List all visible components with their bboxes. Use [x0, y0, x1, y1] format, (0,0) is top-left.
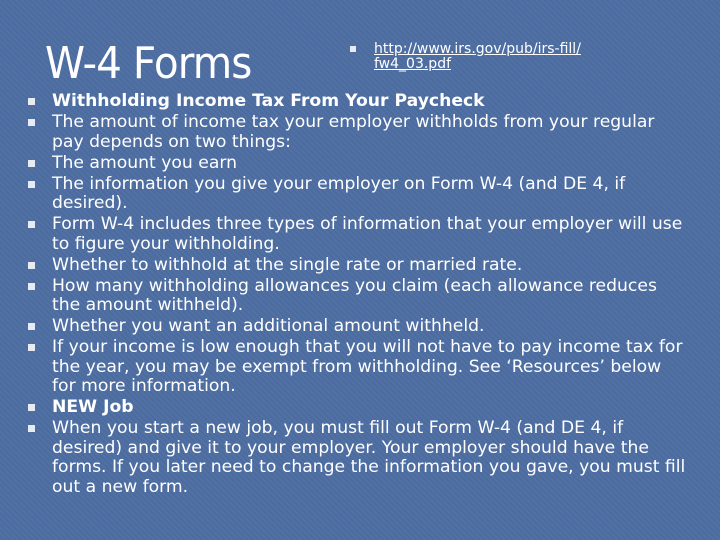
square-bullet-icon [28, 181, 35, 188]
square-bullet-icon [28, 425, 35, 432]
list-item [28, 277, 688, 316]
square-bullet-icon [28, 283, 35, 290]
list-item-text: How many withholding allowances you claim (each allowance reduces the amount withheld). [52, 275, 657, 315]
list-item-text: Whether to withhold at the single rate or married rate. [52, 254, 523, 275]
list-item [28, 398, 688, 418]
list-item [28, 338, 688, 397]
list-item-text: NEW Job [52, 397, 134, 417]
list-item [28, 317, 688, 337]
square-bullet-icon [28, 221, 35, 228]
list-item-text: Form W-4 includes three types of information that your employer will use to figure your withholding. [52, 214, 683, 254]
square-bullet-icon [28, 404, 35, 411]
square-bullet-icon [28, 344, 35, 351]
list-item [28, 154, 688, 174]
list-item [28, 419, 688, 497]
square-bullet-icon [28, 160, 35, 167]
square-bullet-icon [28, 98, 35, 105]
list-item-text: Withholding Income Tax From Your Paycheck [52, 91, 485, 111]
slide-title: W-4 Forms [45, 38, 252, 89]
list-item [28, 92, 688, 112]
list-item-text: The amount of income tax your employer withholds from your regular pay depends on two things: [52, 112, 655, 152]
list-item-text: The information you give your employer on Form W-4 (and DE 4, if desired). [52, 173, 626, 213]
square-bullet-icon [28, 119, 35, 126]
list-item [28, 175, 688, 214]
list-item-text: The amount you earn [52, 152, 238, 173]
square-bullet-icon [28, 323, 35, 330]
list-item-text: If your income is low enough that you will not have to pay income tax for the year, you may be exempt from withholding. See ‘Resources’ below for more information. [52, 337, 683, 396]
square-bullet-icon [350, 46, 356, 52]
list-item-text: When you start a new job, you must fill out Form W-4 (and DE 4, if desired) and give it to your employer. Your employer should have the forms. If you later need to change the information you gave, you must fill out a new form. [52, 418, 686, 497]
irs-form-link[interactable]: http://www.irs.gov/pub/irs-fill/fw4_03.pdf [374, 41, 581, 72]
bullet-list [28, 92, 688, 499]
list-item-text: Whether you want an additional amount withheld. [52, 316, 485, 336]
square-bullet-icon [28, 262, 35, 269]
list-item [28, 113, 688, 152]
list-item [28, 215, 688, 254]
list-item [28, 256, 688, 276]
